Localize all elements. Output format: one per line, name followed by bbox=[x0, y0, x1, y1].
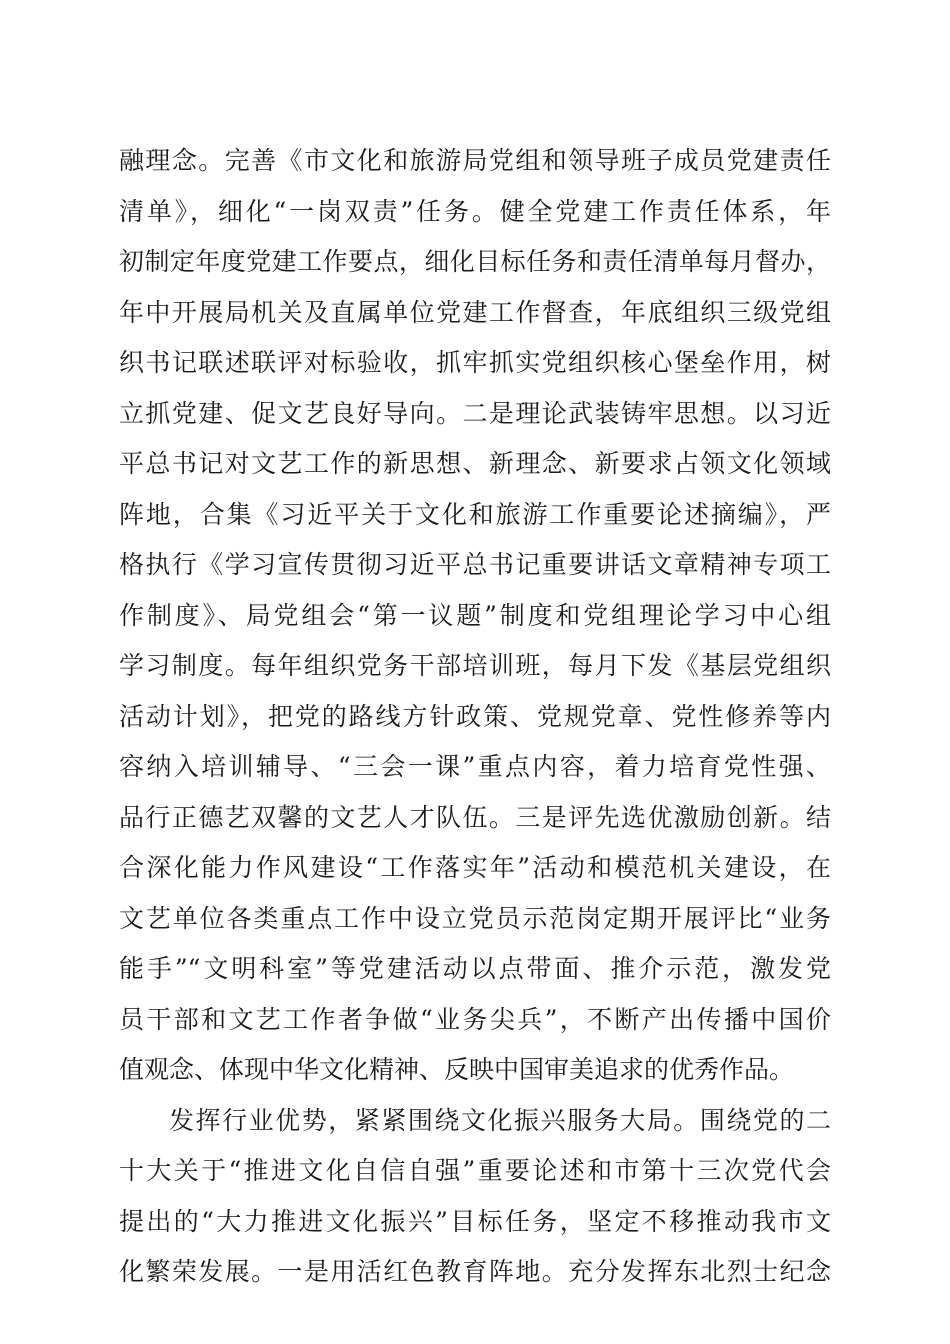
text-line: 员干部和文艺工作者争做“业务尖兵”，不断产出传播中国价 bbox=[119, 1004, 831, 1034]
body-text bbox=[119, 136, 831, 1298]
paragraph-start-line: 发挥行业优势，紧紧围绕文化振兴服务大局。围绕党的二 bbox=[169, 1105, 831, 1135]
text-line: 合深化能力作风建设“工作落实年”活动和模范机关建设，在 bbox=[119, 853, 831, 882]
text-line: 融理念。完善《市文化和旅游局党组和领导班子成员党建责任 bbox=[119, 146, 831, 175]
text-line: 格执行《学习宣传贯彻习近平总书记重要讲话文章精神专项工 bbox=[119, 550, 831, 579]
text-line: 活动计划》，把党的路线方针政策、党规党章、党性修养等内 bbox=[119, 701, 831, 731]
text-line: 能手”“文明科室”等党建活动以点带面、推介示范，激发党 bbox=[119, 954, 831, 983]
text-line: 文艺单位各类重点工作中设立党员示范岗定期开展评比“业务 bbox=[119, 903, 831, 933]
text-line: 品行正德艺双馨的文艺人才队伍。三是评先选优激励创新。结 bbox=[119, 802, 831, 832]
text-line: 平总书记对文艺工作的新思想、新理念、新要求占领文化领域 bbox=[119, 449, 831, 478]
text-line: 容纳入培训辅导、“三会一课”重点内容，着力培育党性强、 bbox=[119, 752, 831, 781]
text-line: 初制定年度党建工作要点，细化目标任务和责任清单每月督办， bbox=[119, 247, 831, 276]
paragraph-end-line: 值观念、体现中华文化精神、反映中国审美追求的优秀作品。 bbox=[119, 1055, 795, 1084]
text-line: 化繁荣发展。一是用活红色教育阵地。充分发挥东北烈士纪念 bbox=[119, 1257, 831, 1286]
text-line: 作制度》、局党组会“第一议题”制度和党组理论学习中心组 bbox=[119, 600, 831, 630]
text-line: 清单》，细化“一岗双责”任务。健全党建工作责任体系，年 bbox=[119, 196, 831, 226]
text-line: 阵地，合集《习近平关于文化和旅游工作重要论述摘编》，严 bbox=[119, 499, 831, 529]
text-line: 学习制度。每年组织党务干部培训班，每月下发《基层党组织 bbox=[119, 651, 831, 680]
text-line: 织书记联述联评对标验收，抓牢抓实党组织核心堡垒作用，树 bbox=[119, 348, 831, 377]
text-line: 十大关于“推进文化自信自强”重要论述和市第十三次党代会 bbox=[119, 1156, 831, 1185]
text-line: 提出的“大力推进文化振兴”目标任务，坚定不移推动我市文 bbox=[119, 1206, 831, 1236]
text-line: 年中开展局机关及直属单位党建工作督查，年底组织三级党组 bbox=[119, 297, 831, 327]
text-line: 立抓党建、促文艺良好导向。二是理论武装铸牢思想。以习近 bbox=[119, 398, 831, 428]
